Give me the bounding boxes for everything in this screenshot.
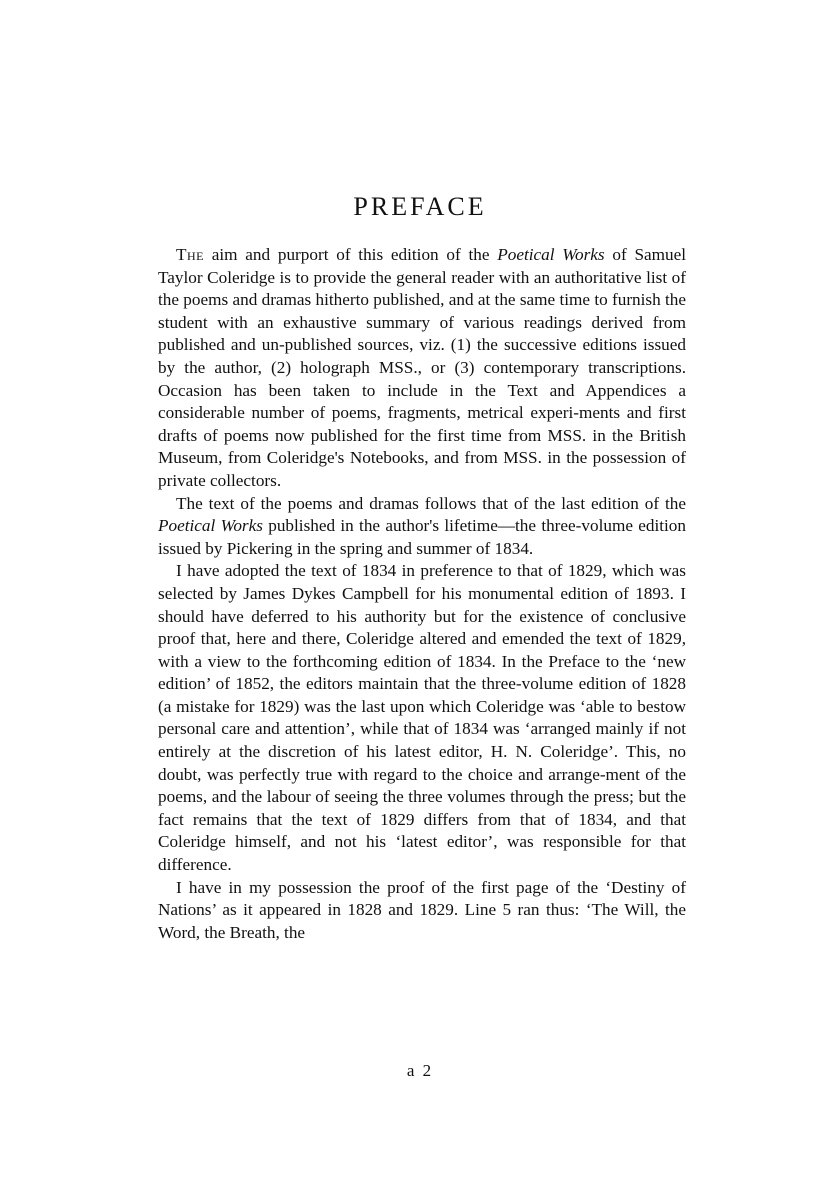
page-title: PREFACE [353,192,487,221]
preface-body [158,244,686,944]
paragraph-4-text: I have in my possession the proof of the first page of the ‘Destiny of Nations’ as it appeared in 1828 and 1829. Line 5 ran thus: ‘The Will, the Word, the Breath, the [158,877,686,942]
paragraph-2 [158,493,686,561]
paragraph-1-text-b: of Samuel Taylor Coleridge is to provide the general reader with an authoritative list of the poems and dramas hitherto published, and at the same time to furnish the student with an exhaustive summary of various readings derived from published and un-published sources, viz. (1) the successive editions issued by the author, (2) holograph MSS., or (3) contemporary transcriptions. Occasion has been taken to include in the Text and Appendices a considerable number of poems, fragments, metrical experi-ments and first drafts of poems now published for the first time from MSS. in the British Museum, from Coleridge's Notebooks, and from MSS. in the possession of private collectors. [158,245,687,490]
paragraph-4 [158,877,686,945]
paragraph-2-italic-title: Poetical Works [158,516,263,536]
paragraph-3 [158,560,686,876]
page-folio: a 2 [406,1061,434,1080]
paragraph-3-text: I have adopted the text of 1834 in preference to that of 1829, which was selected by James Dykes Campbell for his monumental edition of 1893. I should have deferred to his authority but for the existence of conclusive proof that, here and there, Coleridge altered and emended the text of 1829, with a view to the forthcoming edition of 1834. In the Preface to the ‘new edition’ of 1852, the editors maintain that the three-volume edition of 1828 (a mistake for 1829) was the last upon which Coleridge was ‘able to bestow personal care and attention’, while that of 1834 was ‘arranged mainly if not entirely at the discretion of his latest editor, H. N. Coleridge’. This, no doubt, was perfectly true with regard to the choice and arrange-ment of the poems, and the labour of seeing the three volumes through the press; but the fact remains that the text of 1829 differs from that of 1834, and that Coleridge himself, and not his ‘latest editor’, was responsible for that difference. [158,561,686,875]
paragraph-2-text-b: published in the author's lifetime—the three-volume edition issued by Pickering in the spring and summer of 1834. [158,516,686,558]
paragraph-1 [158,244,686,493]
paragraph-1-text-a: aim and purport of this edition of the [204,245,498,264]
paragraph-2-text-a: The text of the poems and dramas follows that of the last edition of the [176,493,686,513]
paragraph-1-italic-title: Poetical Works [497,245,605,264]
paragraph-1-lead: The [176,245,204,264]
